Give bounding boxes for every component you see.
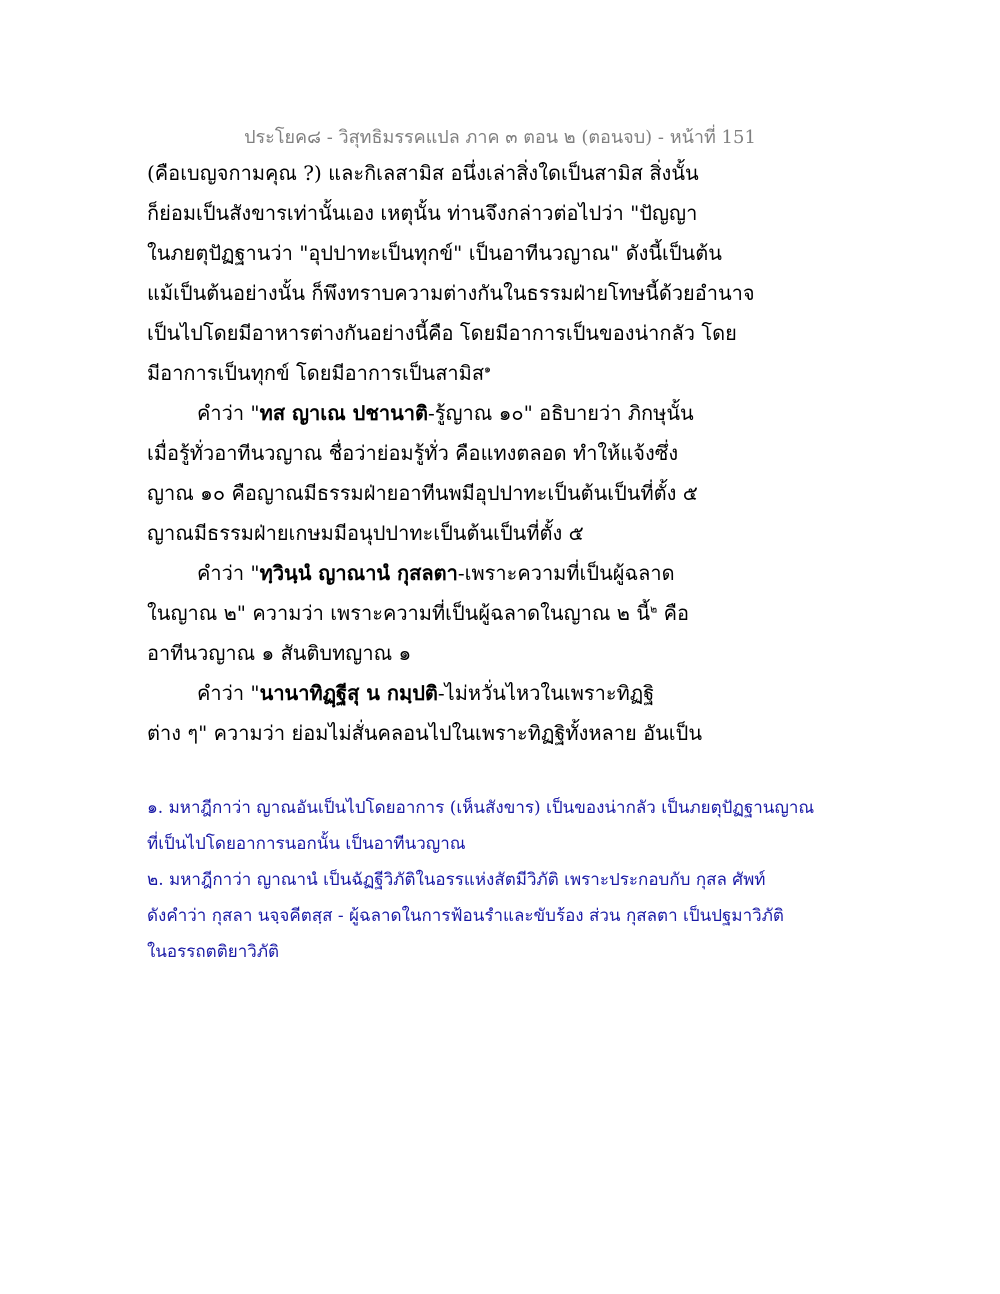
text-line: ต่าง ๆ" ความว่า ย่อมไม่สั่นคลอนไปในเพราะทิฏฐิทั้งหลาย อันเป็น xyxy=(147,721,702,745)
paragraph-start xyxy=(147,396,867,436)
footnotes xyxy=(147,793,867,973)
footnote-1: ๑. มหาฎีกาว่า ญาณอันเป็นไปโดยอาการ (เห็นสังขาร) เป็นของน่ากลัว เป็นภยตุปัฏฐานญาณ xyxy=(147,798,815,818)
text-line: ในภยตุปัฏฐานว่า "อุปปาทะเป็นทุกข์" เป็นอาทีนวญาณ" ดังนี้เป็นต้น xyxy=(147,241,722,265)
footnote-marker-2: ๒ xyxy=(650,602,658,616)
text-segment: คำว่า " xyxy=(197,401,260,425)
text-line xyxy=(147,356,867,396)
text-line: ญาณ ๑๐ คือญาณมีธรรมฝ่ายอาทีนพมีอุปปาทะเป็นต้นเป็นที่ตั้ง ๕ xyxy=(147,481,698,505)
text-line xyxy=(147,596,867,636)
text-segment: ในญาณ ๒" ความว่า เพราะความที่เป็นผู้ฉลาดในญาณ ๒ นี้ xyxy=(147,601,650,625)
text-line: แม้เป็นต้นอย่างนั้น ก็พึงทราบความต่างกันในธรรมฝ่ายโทษนี้ด้วยอำนาจ xyxy=(147,281,755,305)
paragraph-start xyxy=(147,556,867,596)
footnote-1-cont: ที่เป็นไปโดยอาการนอกนั้น เป็นอาทีนวญาณ xyxy=(147,834,466,854)
footnote-2-cont: ดังคำว่า กุสลา นจฺจคีตสฺส - ผู้ฉลาดในการฟ้อนรำและขับร้อง ส่วน กุสลตา เป็นปฐมาวิภัติ xyxy=(147,906,784,926)
main-text xyxy=(147,156,867,756)
paragraph-start xyxy=(147,676,867,716)
text-segment: คำว่า " xyxy=(197,681,260,705)
text-line: ก็ย่อมเป็นสังขารเท่านั้นเอง เหตุนั้น ท่านจึงกล่าวต่อไปว่า "ปัญญา xyxy=(147,201,698,225)
pali-term: ทฺวินฺนํ ญาณานํ กุสลตา xyxy=(259,561,458,585)
text-segment: -เพราะความที่เป็นผู้ฉลาด xyxy=(457,561,675,585)
footnote-2-cont: ในอรรถตติยาวิภัติ xyxy=(147,942,280,962)
text-line: (คือเบญจกามคุณ ?) และกิเลสามิส อนึ่งเล่าสิ่งใดเป็นสามิส สิ่งนั้น xyxy=(147,161,699,185)
text-segment: คือ xyxy=(657,601,690,625)
running-header: ประโยค๘ - วิสุทธิมรรคแปล ภาค ๓ ตอน ๒ (ตอนจบ) - หน้าที่ 151 xyxy=(244,127,756,148)
text-segment: -ไม่หวั่นไหวในเพราะทิฏฐิ xyxy=(437,681,655,705)
text-line: เมื่อรู้ทั่วอาทีนวญาณ ชื่อว่าย่อมรู้ทั่ว คือแทงตลอด ทำให้แจ้งซึ่ง xyxy=(147,441,679,465)
footnote-2: ๒. มหาฎีกาว่า ญาณานํ เป็นฉัฏฐีวิภัติในอรรแห่งสัตมีวิภัติ เพราะประกอบกับ กุสล ศัพท์ xyxy=(147,870,766,890)
pali-term: นานาทิฏฺฐีสุ น กมฺปติ xyxy=(259,681,438,705)
text-segment: คำว่า " xyxy=(197,561,260,585)
text-line: เป็นไปโดยมีอาหารต่างกันอย่างนี้คือ โดยมีอาการเป็นของน่ากลัว โดย xyxy=(147,321,737,345)
text-line: ญาณมีธรรมฝ่ายเกษมมีอนุปปาทะเป็นต้นเป็นที่ตั้ง ๕ xyxy=(147,521,584,545)
pali-term: ทส ญาเณ ปชานาติ xyxy=(259,401,429,425)
text-segment: -รู้ญาณ ๑๐" อธิบายว่า ภิกษุนั้น xyxy=(428,401,694,425)
text-line: อาทีนวญาณ ๑ สันติบทญาณ ๑ xyxy=(147,641,412,665)
footnote-marker-1: ๑ xyxy=(484,362,492,376)
text-segment: มีอาการเป็นทุกข์ โดยมีอาการเป็นสามิส xyxy=(147,361,485,385)
